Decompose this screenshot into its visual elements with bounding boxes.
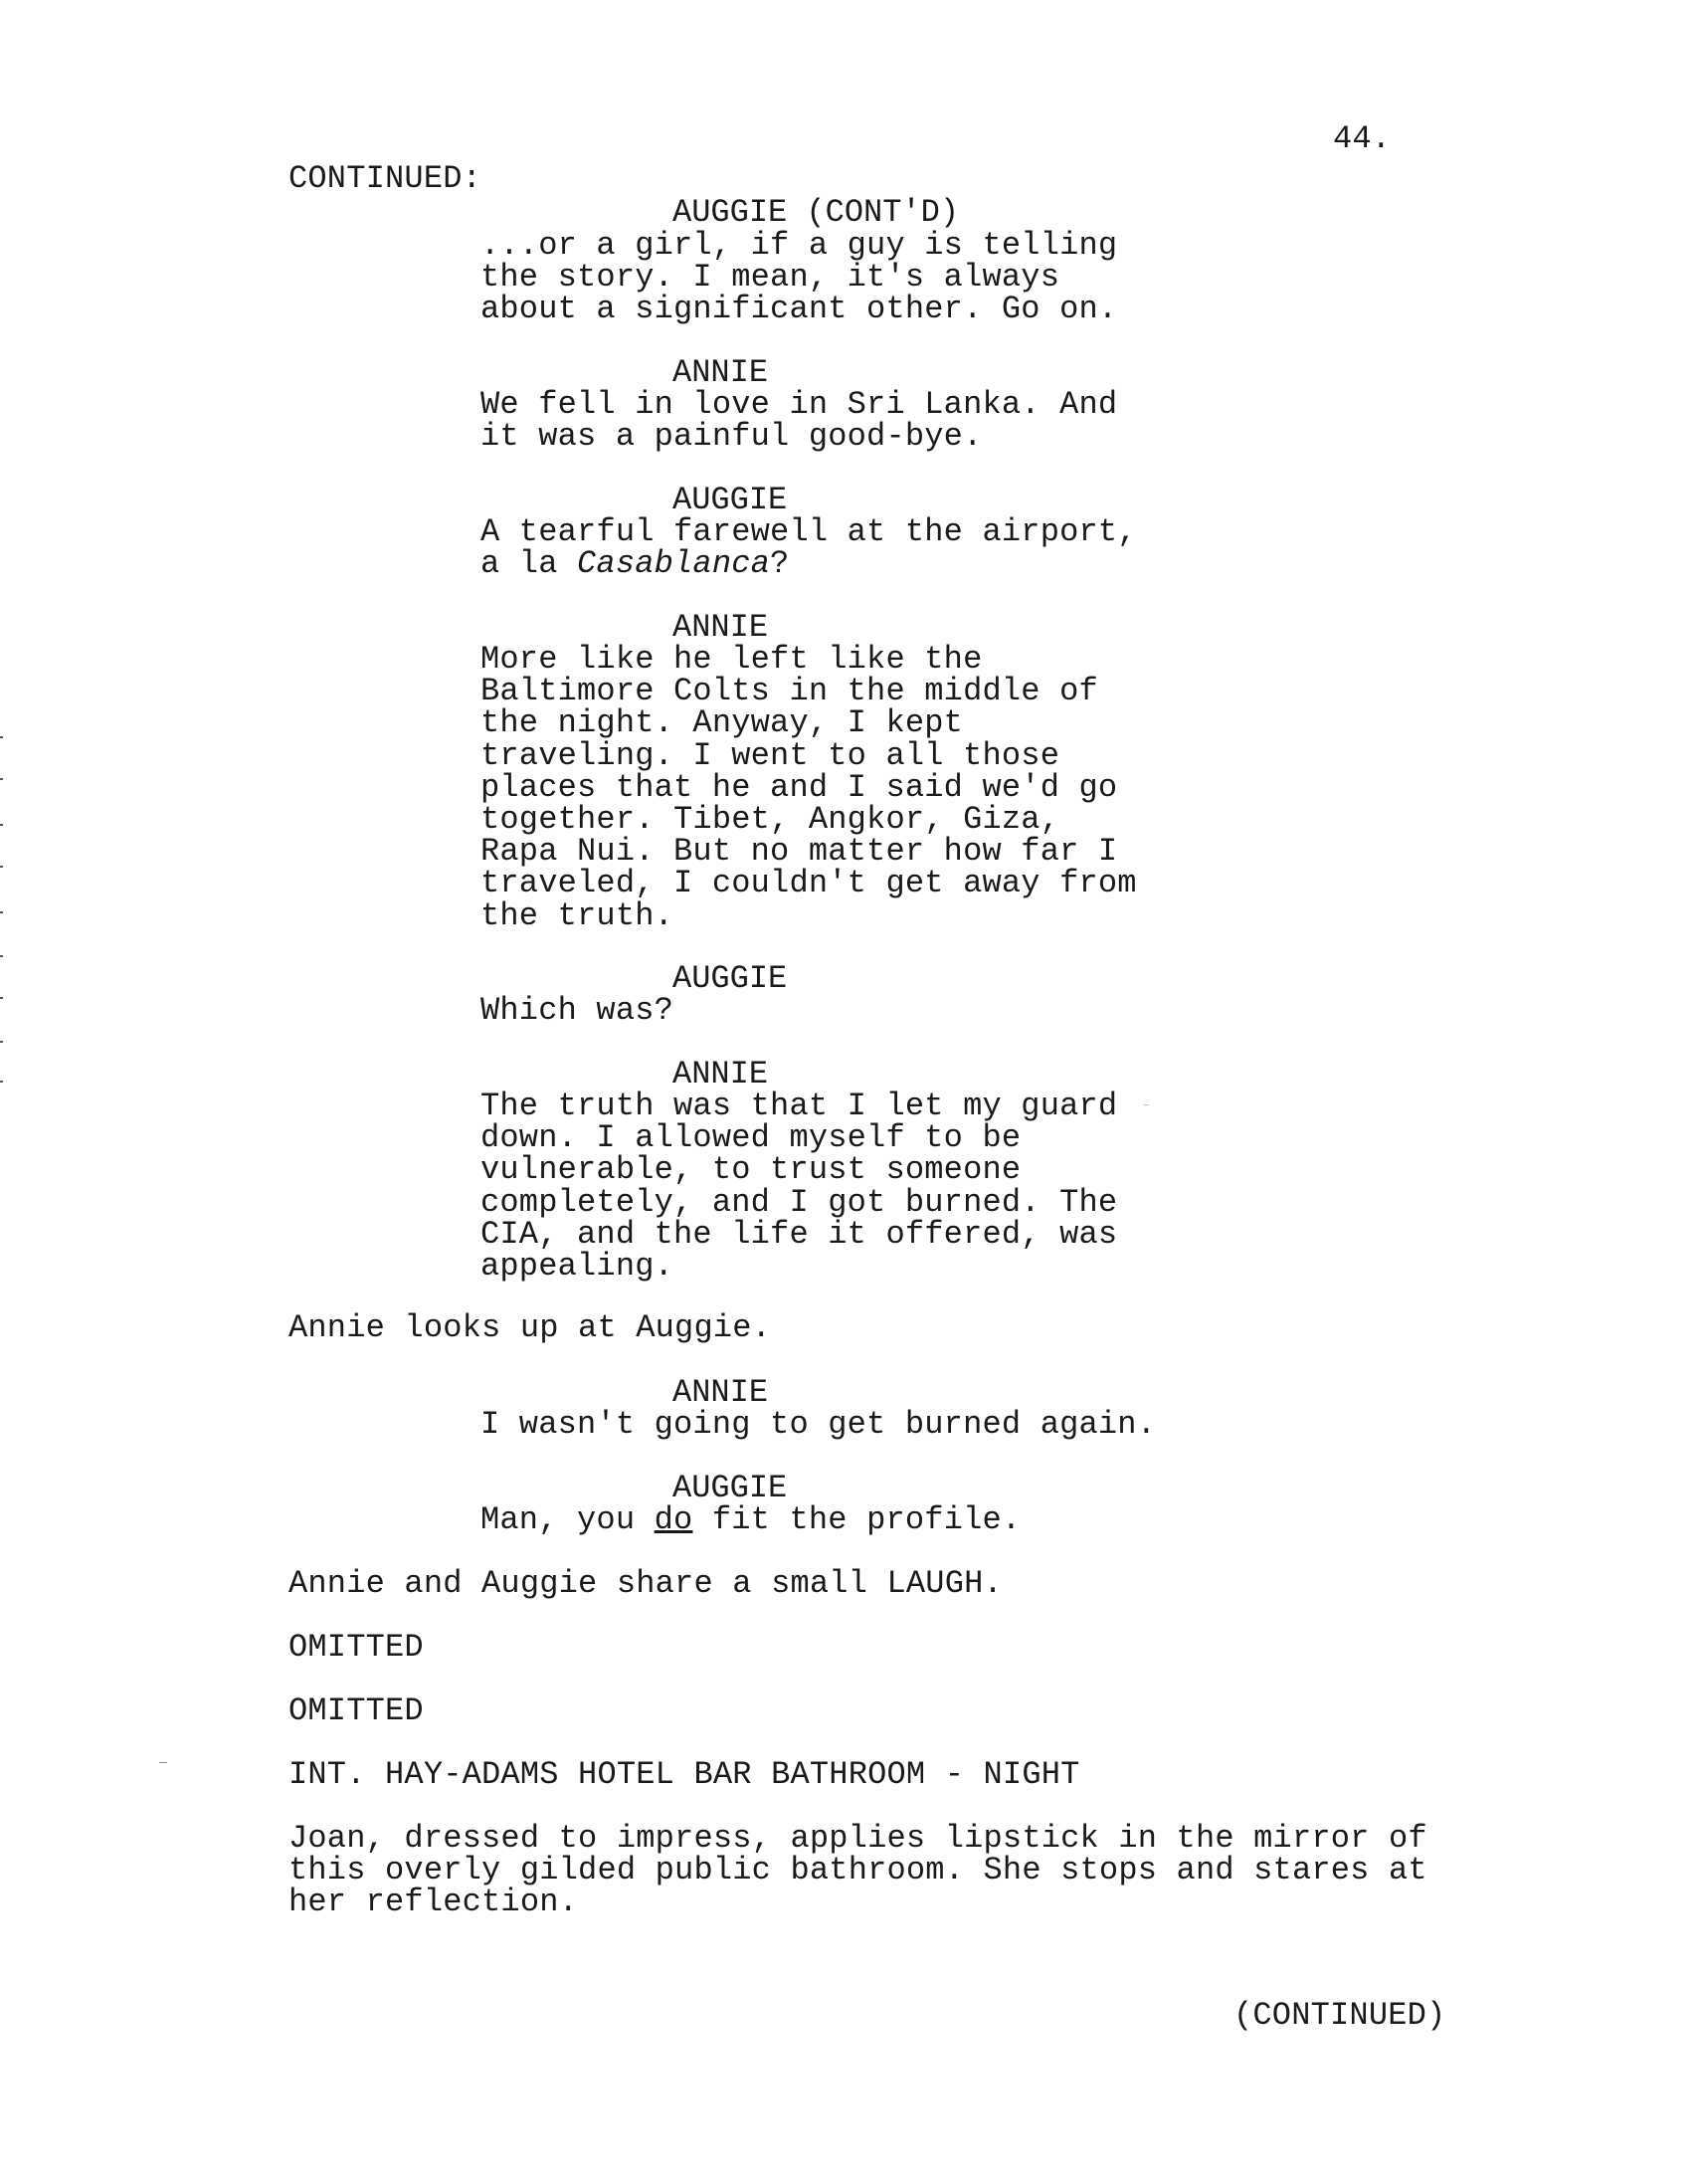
edge-tick bbox=[0, 997, 3, 999]
omitted-scene: OMITTED bbox=[288, 1629, 424, 1666]
character-cue: AUGGIE bbox=[672, 1470, 788, 1506]
dialogue: ...or a girl, if a guy is telling the story. I mean, it's always about a significant other. Go on. bbox=[480, 227, 1118, 328]
edge-tick bbox=[0, 778, 3, 780]
page-number: 44. bbox=[1333, 120, 1392, 157]
edge-tick bbox=[0, 736, 3, 738]
dialogue: We fell in love in Sri Lanka. And it was a painful good-bye. bbox=[480, 386, 1118, 456]
scene-heading: INT. HAY-ADAMS HOTEL BAR BATHROOM - NIGHT bbox=[288, 1756, 1080, 1793]
edge-tick bbox=[0, 1081, 3, 1083]
dialogue bbox=[480, 545, 790, 582]
dialogue: The truth was that I let my guard down. I allowed myself to be vulnerable, to trust someone completely, and I got burned. The CIA, and the life it offered, was appealing. bbox=[480, 1088, 1118, 1286]
dialogue bbox=[480, 1501, 1022, 1538]
character-cue: AUGGIE (CONT'D) bbox=[672, 194, 960, 231]
character-cue: AUGGIE bbox=[672, 482, 788, 518]
action-line: Annie and Auggie share a small LAUGH. bbox=[288, 1565, 1003, 1602]
edge-tick bbox=[0, 1041, 3, 1043]
scan-mark bbox=[159, 1762, 167, 1763]
dialogue: I wasn't going to get burned again. bbox=[480, 1406, 1157, 1443]
dialogue-text: a la bbox=[480, 545, 578, 582]
edge-tick bbox=[0, 955, 3, 957]
character-cue: ANNIE bbox=[672, 354, 769, 391]
dialogue: A tearful farewell at the airport, bbox=[480, 513, 1137, 550]
omitted-scene: OMITTED bbox=[288, 1692, 424, 1729]
action-line: Joan, dressed to impress, applies lipstick in the mirror of this overly gilded public bathroom. She stops and stares at her reflection. bbox=[288, 1820, 1427, 1921]
continued-footer: (CONTINUED) bbox=[1233, 1997, 1446, 2034]
edge-tick bbox=[0, 866, 3, 868]
binding-edge-marks bbox=[0, 736, 4, 1085]
dialogue: Which was? bbox=[480, 992, 674, 1029]
dialogue-text: Man, you bbox=[480, 1501, 655, 1538]
continued-header: CONTINUED: bbox=[288, 160, 482, 197]
emphasis-word: do bbox=[654, 1501, 693, 1538]
dialogue: More like he left like the Baltimore Colts in the middle of the night. Anyway, I kept traveling. I went to all those places that he and I said we'd go together. Tibet, Angkor, Giza, Rapa Nui. But no matter how far I traveled, I couldn't get away from the truth. bbox=[480, 641, 1137, 934]
dialogue-text: fit the profile. bbox=[692, 1501, 1022, 1538]
character-cue: ANNIE bbox=[672, 609, 769, 646]
character-cue: ANNIE bbox=[672, 1056, 769, 1092]
scan-mark bbox=[1144, 1104, 1149, 1105]
character-cue: ANNIE bbox=[672, 1374, 769, 1411]
character-cue: AUGGIE bbox=[672, 960, 788, 997]
action-line: Annie looks up at Auggie. bbox=[288, 1309, 772, 1346]
edge-tick bbox=[0, 824, 3, 826]
dialogue-text: ? bbox=[770, 545, 790, 582]
edge-tick bbox=[0, 911, 3, 913]
film-title: Casablanca bbox=[577, 545, 771, 582]
